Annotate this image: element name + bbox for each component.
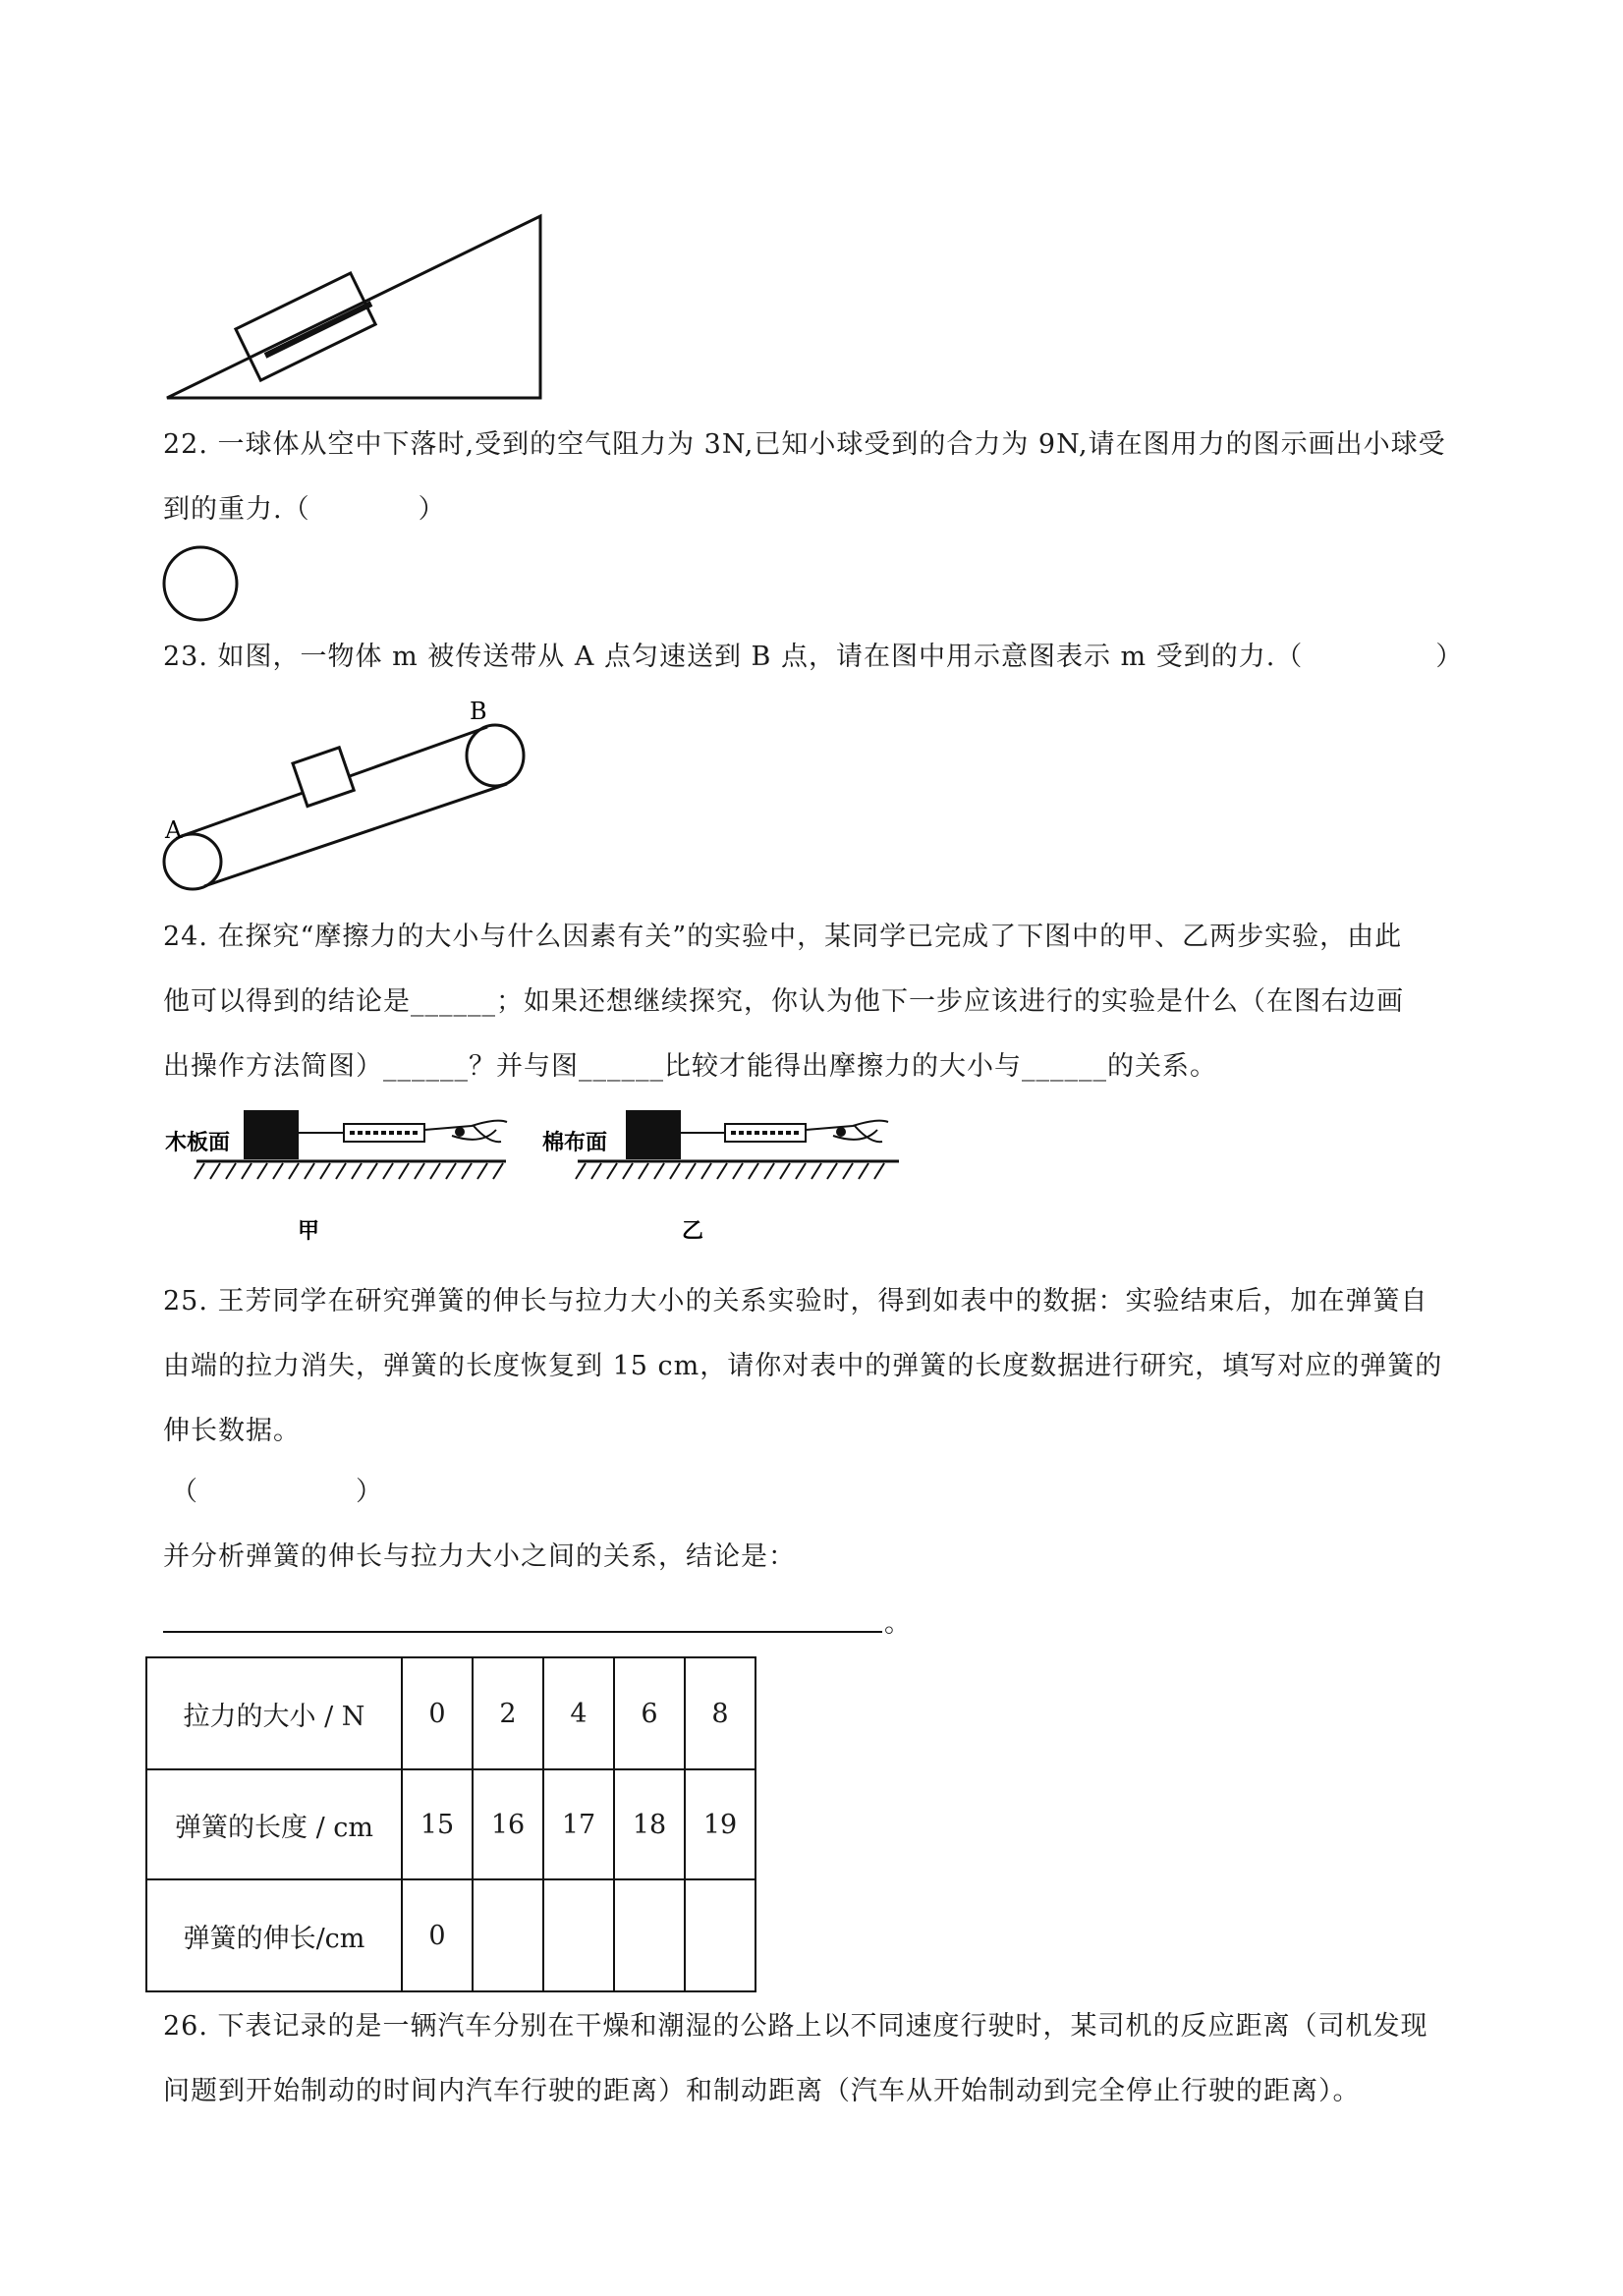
point-b-label: B <box>470 698 487 725</box>
row-label-length: 弹簧的长度 / cm <box>146 1769 402 1879</box>
row-label-extension: 弹簧的伸长/cm <box>146 1879 402 1991</box>
caption-jia: 甲 <box>298 1219 320 1244</box>
point-a-label: A <box>165 816 183 844</box>
table-cell: 15 <box>402 1769 473 1879</box>
surface-wood-label: 木板面 <box>165 1131 231 1155</box>
object-m <box>293 748 354 807</box>
hand-yi <box>806 1121 888 1143</box>
incline-figure <box>157 201 550 413</box>
row-label-force: 拉力的大小 / N <box>146 1657 402 1769</box>
incline-triangle <box>167 216 540 398</box>
q23-prompt: 23. 如图，一物体 m 被传送带从 A 点匀速送到 B 点，请在图中用示意图表示 m 受到的力.（ <box>163 642 1304 672</box>
hand-jia <box>424 1121 507 1143</box>
table-cell: 18 <box>614 1769 685 1879</box>
caption-yi: 乙 <box>682 1219 704 1244</box>
q25-line2: 由端的拉力消失，弹簧的长度恢复到 15 cm，请你对表中的弹簧的长度数据进行研究，填写对应的弹簧的 <box>163 1351 1443 1381</box>
table-cell: 2 <box>473 1657 543 1769</box>
ball-figure <box>157 540 246 629</box>
q26-line2: 问题到开始制动的时间内汽车行驶的距离）和制动距离（汽车从开始制动到完全停止行驶的距离）。 <box>163 2076 1361 2106</box>
block-on-incline <box>236 273 375 380</box>
q24-line3: 出操作方法简图）______？并与图______比较才能得出摩擦力的大小与______的关系。 <box>163 1051 1217 1082</box>
q24-line2: 他可以得到的结论是______；如果还想继续探究，你认为他下一步应该进行的实验是什么（在图右边画 <box>163 986 1404 1017</box>
block-jia <box>244 1110 299 1159</box>
q25-line3: 伸长数据。 <box>163 1416 301 1446</box>
q22-line2 <box>163 477 1480 542</box>
table-cell: 0 <box>402 1657 473 1769</box>
answer-cell[interactable] <box>685 1879 756 1991</box>
table-row <box>146 1879 756 1991</box>
table-cell: 16 <box>473 1769 543 1879</box>
table-row <box>146 1657 756 1769</box>
q24-line1: 24. 在探究“摩擦力的大小与什么因素有关”的实验中，某同学已完成了下图中的甲、乙两步实验，由此 <box>163 922 1403 952</box>
table-cell: 19 <box>685 1769 756 1879</box>
answer-cell[interactable] <box>543 1879 614 1991</box>
conveyor-figure <box>157 693 540 904</box>
q25-answer-blank[interactable] <box>163 1631 882 1633</box>
q23-paren-close: ） <box>1435 642 1464 672</box>
q25-answer-paren <box>171 1460 1487 1525</box>
q22-paren-close: ） <box>418 494 446 525</box>
spring-data-table <box>145 1656 756 1992</box>
q22-line1: 22. 一球体从空中下落时,受到的空气阻力为 3N,已知小球受到的合力为 9N,请在图用力的图示画出小球受 <box>163 429 1446 460</box>
q25-line4: 并分析弹簧的伸长与拉力大小之间的关系，结论是： <box>163 1541 796 1572</box>
friction-experiment-figure <box>157 1100 914 1253</box>
surface-cloth-label: 棉布面 <box>542 1131 608 1155</box>
table-cell: 8 <box>685 1657 756 1769</box>
block-yi <box>626 1110 681 1159</box>
q25-answer-end: 。 <box>884 1608 911 1639</box>
q26-line1: 26. 下表记录的是一辆汽车分别在干燥和潮湿的公路上以不同速度行驶时，某司机的反应距离（司机发现 <box>163 2011 1428 2042</box>
table-row <box>146 1769 756 1879</box>
q22-prompt: 到的重力.（ <box>163 494 310 525</box>
q23-line1 <box>163 625 1480 690</box>
answer-cell[interactable] <box>473 1879 543 1991</box>
answer-cell[interactable] <box>614 1879 685 1991</box>
table-cell: 0 <box>402 1879 473 1991</box>
q25-paren-close: ） <box>356 1477 383 1507</box>
table-cell: 6 <box>614 1657 685 1769</box>
table-cell: 4 <box>543 1657 614 1769</box>
table-cell: 17 <box>543 1769 614 1879</box>
q25-line1: 25. 王芳同学在研究弹簧的伸长与拉力大小的关系实验时，得到如表中的数据：实验结束后，加在弹簧自 <box>163 1286 1428 1316</box>
q25-paren-open: （ <box>171 1477 198 1507</box>
